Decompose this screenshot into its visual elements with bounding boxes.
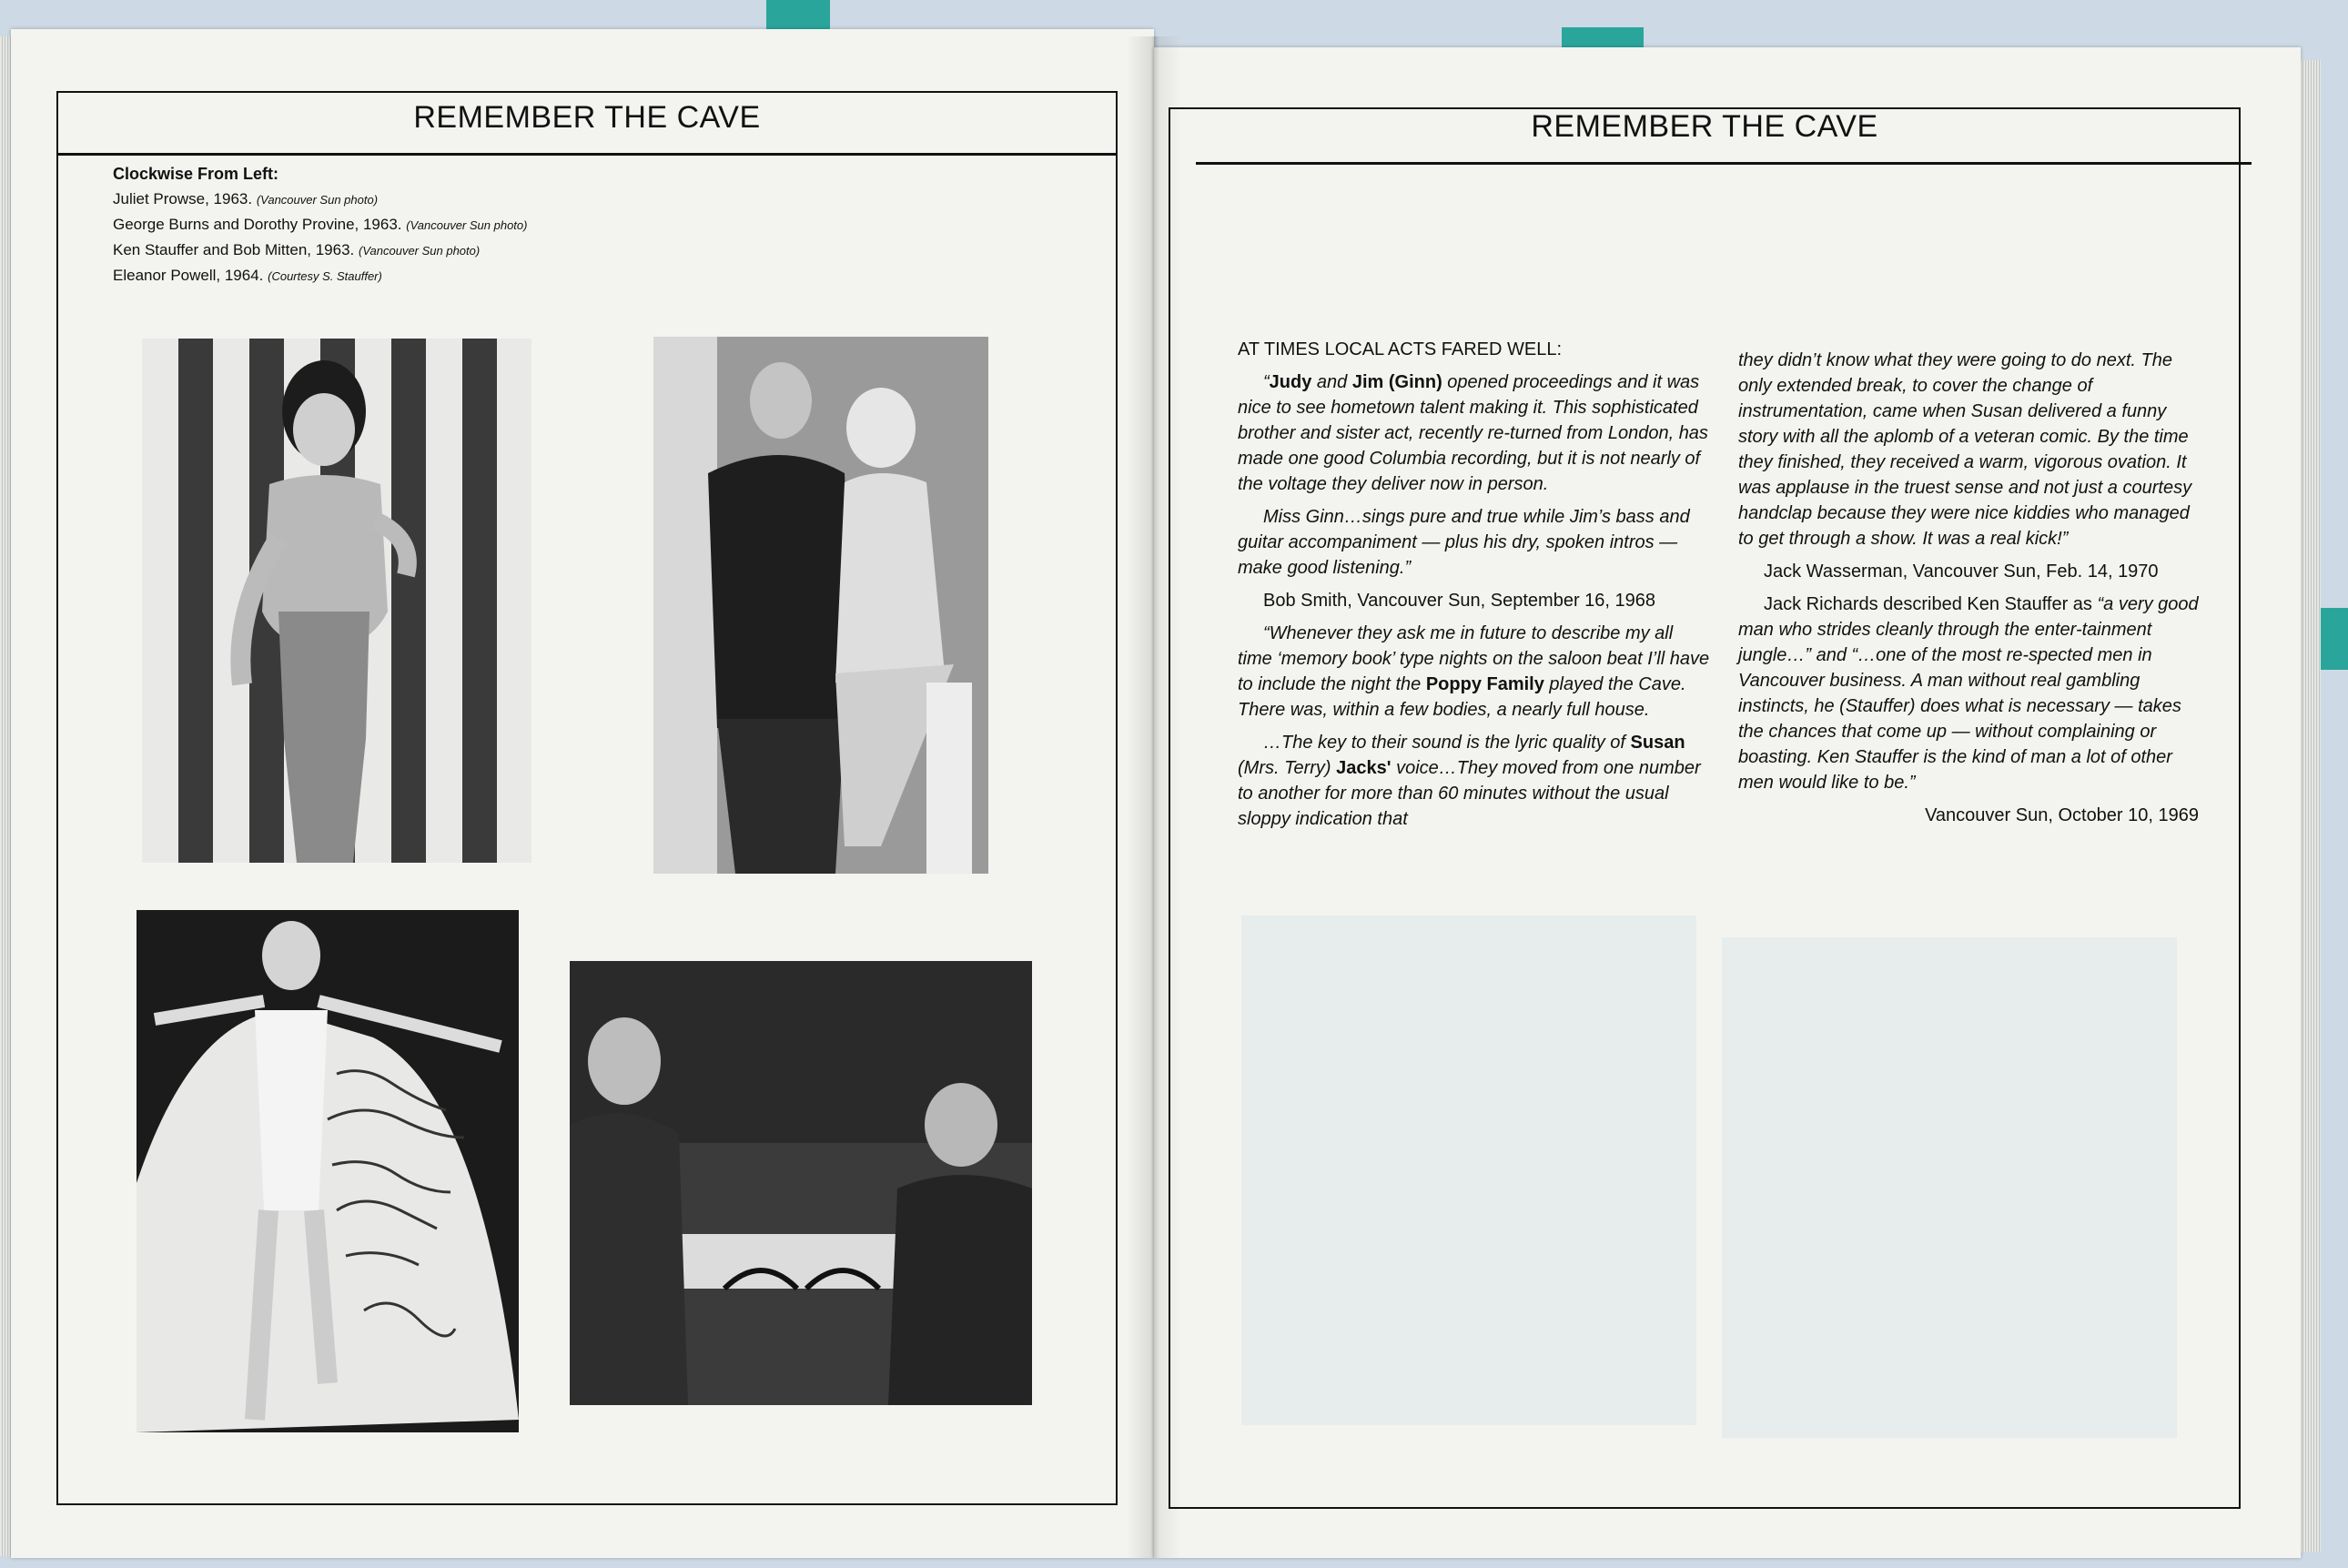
- dancer-figure-icon: [142, 339, 531, 863]
- couple-figure-icon: [653, 337, 988, 874]
- caption-line: Juliet Prowse, 1963. (Vancouver Sun photo): [113, 190, 379, 207]
- photo-eleanor-powell: [137, 910, 519, 1432]
- photo-caption: [113, 162, 527, 288]
- article-column-2: [1738, 348, 2199, 835]
- article-paragraph: …The key to their sound is the lyric quality of Susan (Mrs. Terry) Jacks' voice…They moved from one number to another for more than 60 minutes without the usual sloppy indication that: [1238, 733, 1701, 829]
- left-header-rule: [56, 153, 1118, 156]
- book-gutter: [1127, 36, 1181, 1558]
- photo-ken-stauffer-bob-mitten: [570, 961, 1032, 1405]
- bookmark-tab-top-left: [766, 0, 830, 33]
- article-paragraph: Miss Ginn…sings pure and true while Jim’s bass and guitar accompaniment — plus his dry, spoken intros — make good listening.”: [1238, 507, 1690, 578]
- quote-attribution: Jack Wasserman, Vancouver Sun, Feb. 14, 1970: [1764, 561, 2159, 582]
- caption-line: Ken Stauffer and Bob Mitten, 1963. (Vancouver Sun photo): [113, 241, 481, 258]
- article-column-1: [1238, 337, 1711, 839]
- article-paragraph: “Whenever they ask me in future to describe my all time ‘memory book’ type nights on the saloon beat I’ll have to include the night the Poppy Family played the Cave. There was, within a few bodies, a nearly full house.: [1238, 623, 1710, 720]
- caption-heading: Clockwise From Left:: [113, 165, 279, 183]
- quote-attribution: Vancouver Sun, October 10, 1969: [1925, 805, 2199, 825]
- right-page-edges: [2301, 60, 2321, 1553]
- right-page-title: REMEMBER THE CAVE: [1531, 109, 1878, 144]
- right-header-rule: [1196, 162, 2252, 165]
- show-through-photo: [1722, 937, 2177, 1438]
- article-paragraph: they didn’t know what they were going to do next. The only extended break, to cover the change of instrumentation, came when Susan delivered a funny story with all the aplomb of a veteran comic. By the time they finished, they received a warm, vigorous ovation. It was applause in the truest sense and not just a courtesy handclap because they were nice kiddies who managed to get through a show. It was a real kick!”: [1738, 350, 2192, 549]
- dancer-figure-icon: [137, 910, 519, 1432]
- photo-juliet-prowse: [142, 339, 531, 863]
- caption-line: George Burns and Dorothy Provine, 1963. (Vancouver Sun photo): [113, 216, 528, 233]
- show-through-photo: [1241, 916, 1696, 1425]
- club-interior-icon: [570, 961, 1032, 1405]
- left-page-title: REMEMBER THE CAVE: [413, 100, 761, 135]
- article-paragraph: Jack Richards described Ken Stauffer as “a very good man who strides cleanly through the enter-tainment jungle…” and “…one of the most re-spected men in Vancouver business. A man without real gambling instincts, he (Stauffer) does what is necessary — takes the chances that come up — without complaining or boasting. Ken Stauffer is the kind of man a lot of other men would like to be.”: [1738, 594, 2199, 793]
- article-heading: AT TIMES LOCAL ACTS FARED WELL:: [1238, 339, 1563, 359]
- article-paragraph: “Judy and Jim (Ginn) opened proceedings and it was nice to see hometown talent making it. This sophisticated brother and sister act, recently re-turned from London, has made one good Columbia recording, but it is not nearly of the voltage they deliver now in person.: [1238, 372, 1708, 494]
- quote-attribution: Bob Smith, Vancouver Sun, September 16, 1968: [1263, 591, 1656, 611]
- photo-george-burns-dorothy-provine: [653, 337, 988, 874]
- caption-line: Eleanor Powell, 1964. (Courtesy S. Stauffer): [113, 267, 382, 284]
